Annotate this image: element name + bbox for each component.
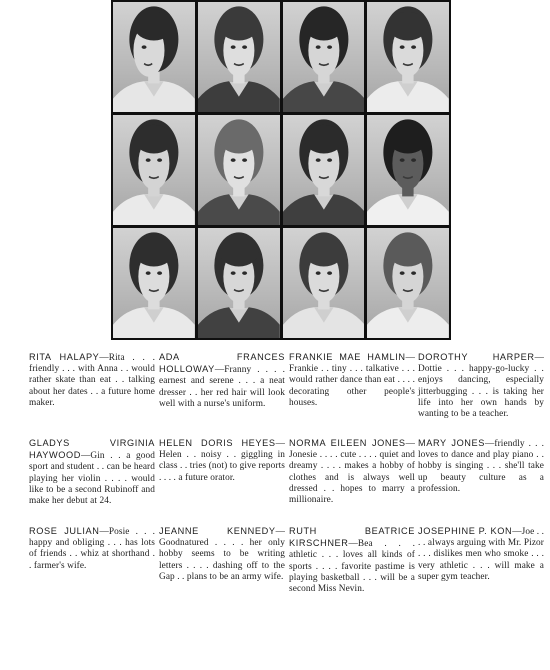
student-name: JEANNE KENNEDY [159,526,276,536]
caption-rose-julian [29,526,155,572]
caption-gladys-virginia-haywood [29,438,155,507]
student-description: —Joe . . . . always arguing with Mr. Pizor . . . dislikes men who smoke . . . very athletic . . . will make a super gym teacher. [418,527,544,582]
student-name: RITA HALAPY [29,352,100,362]
student-description: —Gin . . a good sport and student . . can be heard playing her violin . . . . would like to be a second Rubinoff and make her debut at 24. [29,451,155,507]
student-description: —Franny . . . . earnest and serene . . . a neat dresser . . her red hair will look well with a nurse's uniform. [159,365,285,409]
student-description: —Posie . . . happy and obliging . . . has lots of friends . . whiz at shorthand . . farmer's wife. [29,527,155,571]
caption-josephine-p-kon [418,526,544,583]
student-description: —Jonesie . . . . cute . . . . quiet and dreamy . . . . makes a hobby of clothes and is always well dressed . . hopes to marry a millionaire. [289,439,415,506]
student-description: —friendly . . . loves to dance and play piano . . hobby is singing . . . she'll take up beauty culture as a profession. [418,439,545,494]
student-name: JOSEPHINE P. KON [418,526,513,536]
student-description: —Helen . . noisy . . giggling in class . . tries (not) to give reports . . . . a future orator. [159,439,285,483]
student-name: DOROTHY HARPER [418,352,535,362]
student-description: —Frankie . . tiny . . . talkative . . . would rather dance than eat . . . . decorating other people's houses. [289,353,415,408]
student-name: MARY JONES [418,438,486,448]
caption-frankie-mae-hamlin [289,352,415,409]
caption-ruth-beatrice-kirschner [289,526,415,595]
student-description: —Rita . . . friendly . . . with Anna . . would rather skate than eat . . talking about her dates . . a future home maker. [29,353,155,408]
caption-norma-eileen-jones [289,438,415,506]
caption-rita-halapy [29,352,155,409]
student-name: NORMA EILEEN JONES [289,438,406,448]
student-name: RUTH BEATRICE KIRSCHNER [289,526,415,549]
student-description: —Bea . . . athletic . . . loves all kinds of sports . . . . favorite pastime is playing basketball . . . will be a second Miss Nevin. [289,539,415,595]
student-description: —Dottie . . . happy-go-lucky . . enjoys dancing, especially jitterbugging . . . is taking her life into her own hands by wanting to be a teacher. [418,353,544,420]
student-name: ADA FRANCES HOLLOWAY [159,352,285,375]
student-description: —Goodnatured . . . . her only hobby seems to be writing letters . . . . dashing off to the Gap . . plans to be an army wife. [159,527,285,582]
student-name: ROSE JULIAN [29,526,100,536]
caption-dorothy-harper [418,352,544,420]
student-name: HELEN DORIS HEYES [159,438,276,448]
caption-ada-frances-holloway [159,352,285,410]
student-name: GLADYS VIRGINIA HAYWOOD [29,438,155,461]
caption-helen-doris-heyes [159,438,285,484]
caption-jeanne-kennedy [159,526,285,583]
caption-mary-jones [418,438,544,495]
student-name: FRANKIE MAE HAMLIN [289,352,406,362]
